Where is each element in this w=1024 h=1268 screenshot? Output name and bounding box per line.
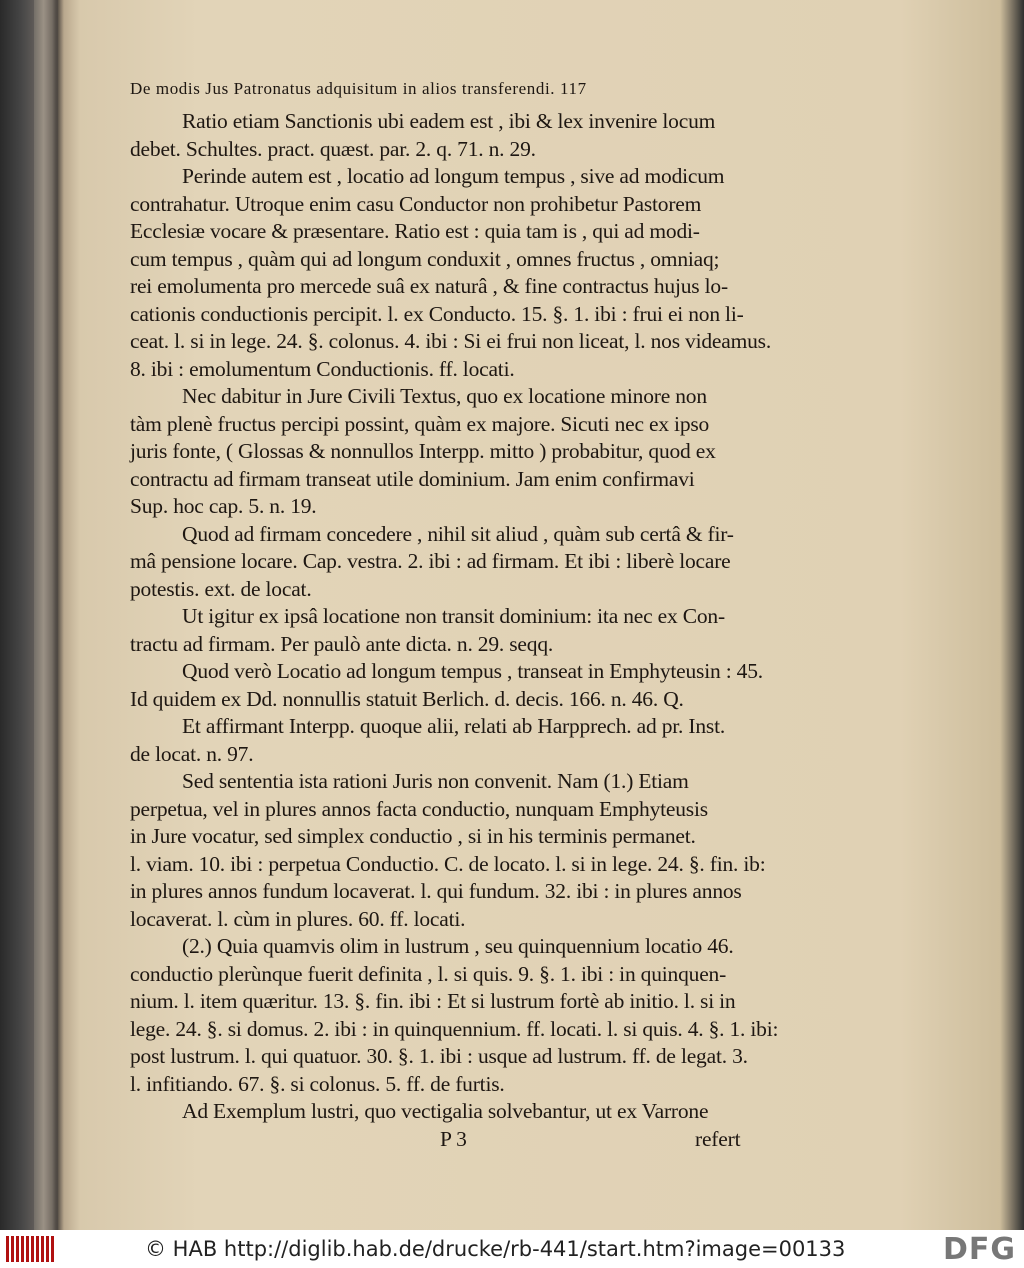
text-line: (2.) Quia quamvis olim in lustrum , seu quinquennium locatio 46. [182,934,734,958]
text-line: perpetua, vel in plures annos facta conductio, nunquam Emphyteusis [130,796,708,821]
text-line: post lustrum. l. qui quatuor. 30. §. 1. ibi : usque ad lustrum. ff. de legat. 3. [130,1044,748,1068]
catchword: refert [695,1126,741,1151]
text-line: Et affirmant Interpp. quoque alii, relati ab Harpprech. ad pr. Inst. [182,714,726,738]
text-line: Nec dabitur in Jure Civili Textus, quo ex locatione minore non [182,384,707,408]
text-line: Ad Exemplum lustri, quo vectigalia solvebantur, ut ex Varrone [182,1099,709,1123]
text-line: Ut igitur ex ipsâ locatione non transit dominium: ita nec ex Con- [182,604,725,628]
footer-bar [0,1230,1024,1268]
text-line: Perinde autem est , locatio ad longum tempus , sive ad modicum [182,164,725,188]
text-line: locaverat. l. cùm in plures. 60. ff. locati. [130,906,466,931]
book-gutter [34,0,58,1230]
text-line: de locat. n. 97. [130,741,254,766]
text-line: lege. 24. §. si domus. 2. ibi : in quinquennium. ff. locati. l. si quis. 4. §. 1. ibi: [130,1016,779,1041]
text-line: Ecclesiæ vocare & præsentare. Ratio est : quia tam is , qui ad modi- [130,219,700,243]
text-line: l. infitiando. 67. §. si colonus. 5. ff. de furtis. [130,1071,505,1096]
dfg-logo: DFG [942,1232,1016,1267]
text-line: potestis. ext. de locat. [130,576,312,601]
text-line: rei emolumenta pro mercede suâ ex naturâ , & fine contractus hujus lo- [130,274,728,298]
text-line: in plures annos fundum locaverat. l. qui fundum. 32. ibi : in plures annos [130,879,742,903]
text-line: conductio plerùnque fuerit definita , l. si quis. 9. §. 1. ibi : in quinquen- [130,961,727,986]
text-line: contrahatur. Utroque enim casu Conductor non prohibetur Pastorem [130,191,702,216]
text-line: Id quidem ex Dd. nonnullis statuit Berlich. d. decis. 166. n. 46. Q. [130,686,684,711]
text-line: cationis conductionis percipit. l. ex Conducto. 15. §. 1. ibi : frui ei non li- [130,301,744,326]
text-line: Quod verò Locatio ad longum tempus , transeat in Emphyteusin : 45. [182,659,763,683]
text-line: Quod ad firmam concedere , nihil sit aliud , quàm sub certâ & fir- [182,521,734,546]
text-line: in Jure vocatur, sed simplex conductio , si in his terminis permanet. [130,824,696,848]
page-foot [130,1126,790,1154]
text-line: nium. l. item quæritur. 13. §. fin. ibi : Et si lustrum fortè ab initio. l. si in [130,989,736,1013]
credit-link[interactable]: © HAB http://diglib.hab.de/drucke/rb-441/start.htm?image=00133 [145,1237,846,1261]
text-line: 8. ibi : emolumentum Conductionis. ff. locati. [130,356,515,381]
text-line: Ratio etiam Sanctionis ubi eadem est , ibi & lex invenire locum [182,109,716,133]
text-line: Sup. hoc cap. 5. n. 19. [130,494,317,518]
text-line: mâ pensione locare. Cap. vestra. 2. ibi : ad firmam. Et ibi : liberè locare [130,549,731,573]
page-text [130,70,790,1153]
text-line: Sed sententia ista rationi Juris non convenit. Nam (1.) Etiam [182,769,689,793]
text-line: tractu ad firmam. Per paulò ante dicta. n. 29. seqq. [130,631,554,656]
signature-mark: P 3 [440,1126,467,1151]
text-line: cum tempus , quàm qui ad longum conduxit , omnes fructus , omniaq; [130,246,720,271]
text-line: contractu ad firmam transeat utile dominium. Jam enim confirmavi [130,466,695,491]
text-line: l. viam. 10. ibi : perpetua Conductio. C. de locato. l. si in lege. 24. §. fin. ib: [130,851,766,876]
text-line: tàm plenè fructus percipi possint, quàm ex majore. Sicuti nec ex ipso [130,411,710,436]
text-line: debet. Schultes. pract. quæst. par. 2. q. 71. n. 29. [130,136,536,161]
running-header: De modis Jus Patronatus adquisitum in alios transferendi. 117 [130,79,587,98]
text-line: ceat. l. si in lege. 24. §. colonus. 4. ibi : Si ei frui non liceat, l. nos videamus. [130,329,772,353]
text-line: juris fonte, ( Glossas & nonnullos Interpp. mitto ) probabitur, quod ex [130,439,716,463]
hab-logo-icon [6,1236,54,1262]
